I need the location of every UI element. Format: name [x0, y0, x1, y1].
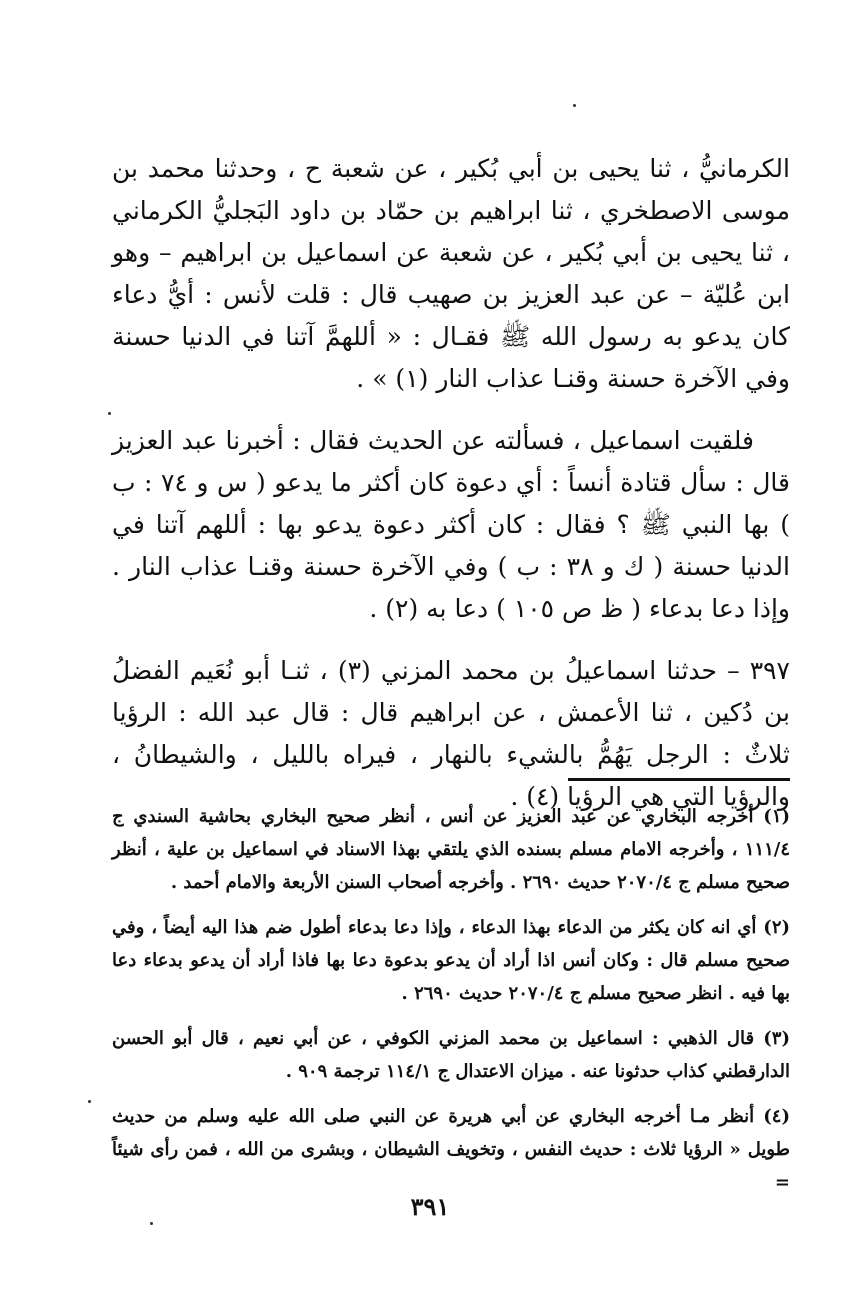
- page-number: ٣٩١: [410, 1192, 450, 1221]
- footnote: (١) أخرجه البخاري عن عبد العزيز عن أنس ، أنظر صحيح البخاري بحاشية السندي ج ١١١/٤ ، وأخرجه الامام مسلم بسنده الذي يلتقي بهذا الاسناد في اسماعيل بن علية ، أنظر صحيح مسلم ج ٢٠٧٠/٤ حديث ٢٦٩٠ . وأخرجه أصحاب السنن الأربعة والامام أحمد .: [112, 806, 790, 893]
- main-text: [112, 148, 790, 838]
- print-speck: [573, 104, 576, 107]
- footnote: (٢) أي انه كان يكثر من الدعاء بهذا الدعاء ، وإذا دعا بدعاء أطول ضم هذا اليه أيضاً ، وفي صحيح مسلم قال : وكان أنس اذا أراد أن يدعو بدعوة دعا بها فاذا أراد أن يدعو بدعاء دعا بها فيه . انظر صحيح مسلم ج ٢٠٧٠/٤ حديث ٢٦٩٠ .: [112, 917, 791, 1004]
- print-speck: [150, 1222, 153, 1225]
- footnote: (٤) أنظر مـا أخرجه البخاري عن أبي هريرة عن النبي صلى الله عليه وسلم من حديث طويل « الرؤيا ثلاث : حديث النفس ، وتخويف الشيطان ، وبشرى من الله ، فمن رأى شيئاً =: [112, 1106, 790, 1193]
- hadith-paragraph: فلقيت اسماعيل ، فسألته عن الحديث فقال : أخبرنا عبد العزيز قال : سأل قتادة أنساً : أي دعوة كان أكثر ما يدعو ( س و ٧٤ : ب ) بها النبي ﷺ ؟ فقال : كان أكثر دعوة يدعو بها : أللهم آتنا في الدنيا حسنة ( ك و ٣٨ : ب ) وفي الآخرة حسنة وقنـا عذاب النار . وإذا دعا بدعاء ( ظ ص ١٠٥ ) دعا به (٢) .: [112, 426, 790, 623]
- print-speck: [88, 1100, 91, 1103]
- footnote-divider: [568, 778, 790, 781]
- footnotes: [112, 800, 790, 1211]
- print-speck: [108, 412, 111, 415]
- footnote: (٣) قال الذهبي : اسماعيل بن محمد المزني الكوفي ، عن أبي نعيم ، قال أبو الحسن الدارقطني كذاب حدثونا عنه . ميزان الاعتدال ج ١١٤/١ ترجمة ٩٠٩ .: [112, 1028, 790, 1082]
- hadith-paragraph: ٣٩٧ – حدثنا اسماعيلُ بن محمد المزني (٣) ، ثنـا أبو نُعَيم الفضلُ بن دُكين ، ثنا الأعمش ، عن ابراهيم قال : قال عبد الله : الرؤيا ثلاثٌ : الرجل يَهُمُّ بالشيء بالنهار ، فيراه بالليل ، والشيطانُ ، والرؤيا التي هي الرؤيا (٤) .: [112, 656, 790, 811]
- hadith-paragraph: الكرمانيُّ ، ثنا يحيى بن أبي بُكير ، عن شعبة ح ، وحدثنا محمد بن موسى الاصطخري ، ثنا ابراهيم بن حمّاد بن داود البَجليُّ الكرماني ، ثنا يحيى بن أبي بُكير ، عن شعبة عن اسماعيل بن ابراهيم – وهو ابن عُليّة – عن عبد العزيز بن صهيب قال : قلت لأنس : أيُّ دعاء كان يدعو به رسول الله ﷺ فقـال : « أللهمَّ آتنا في الدنيا حسنة وفي الآخرة حسنة وقنـا عذاب النار (١) » .: [112, 154, 790, 393]
